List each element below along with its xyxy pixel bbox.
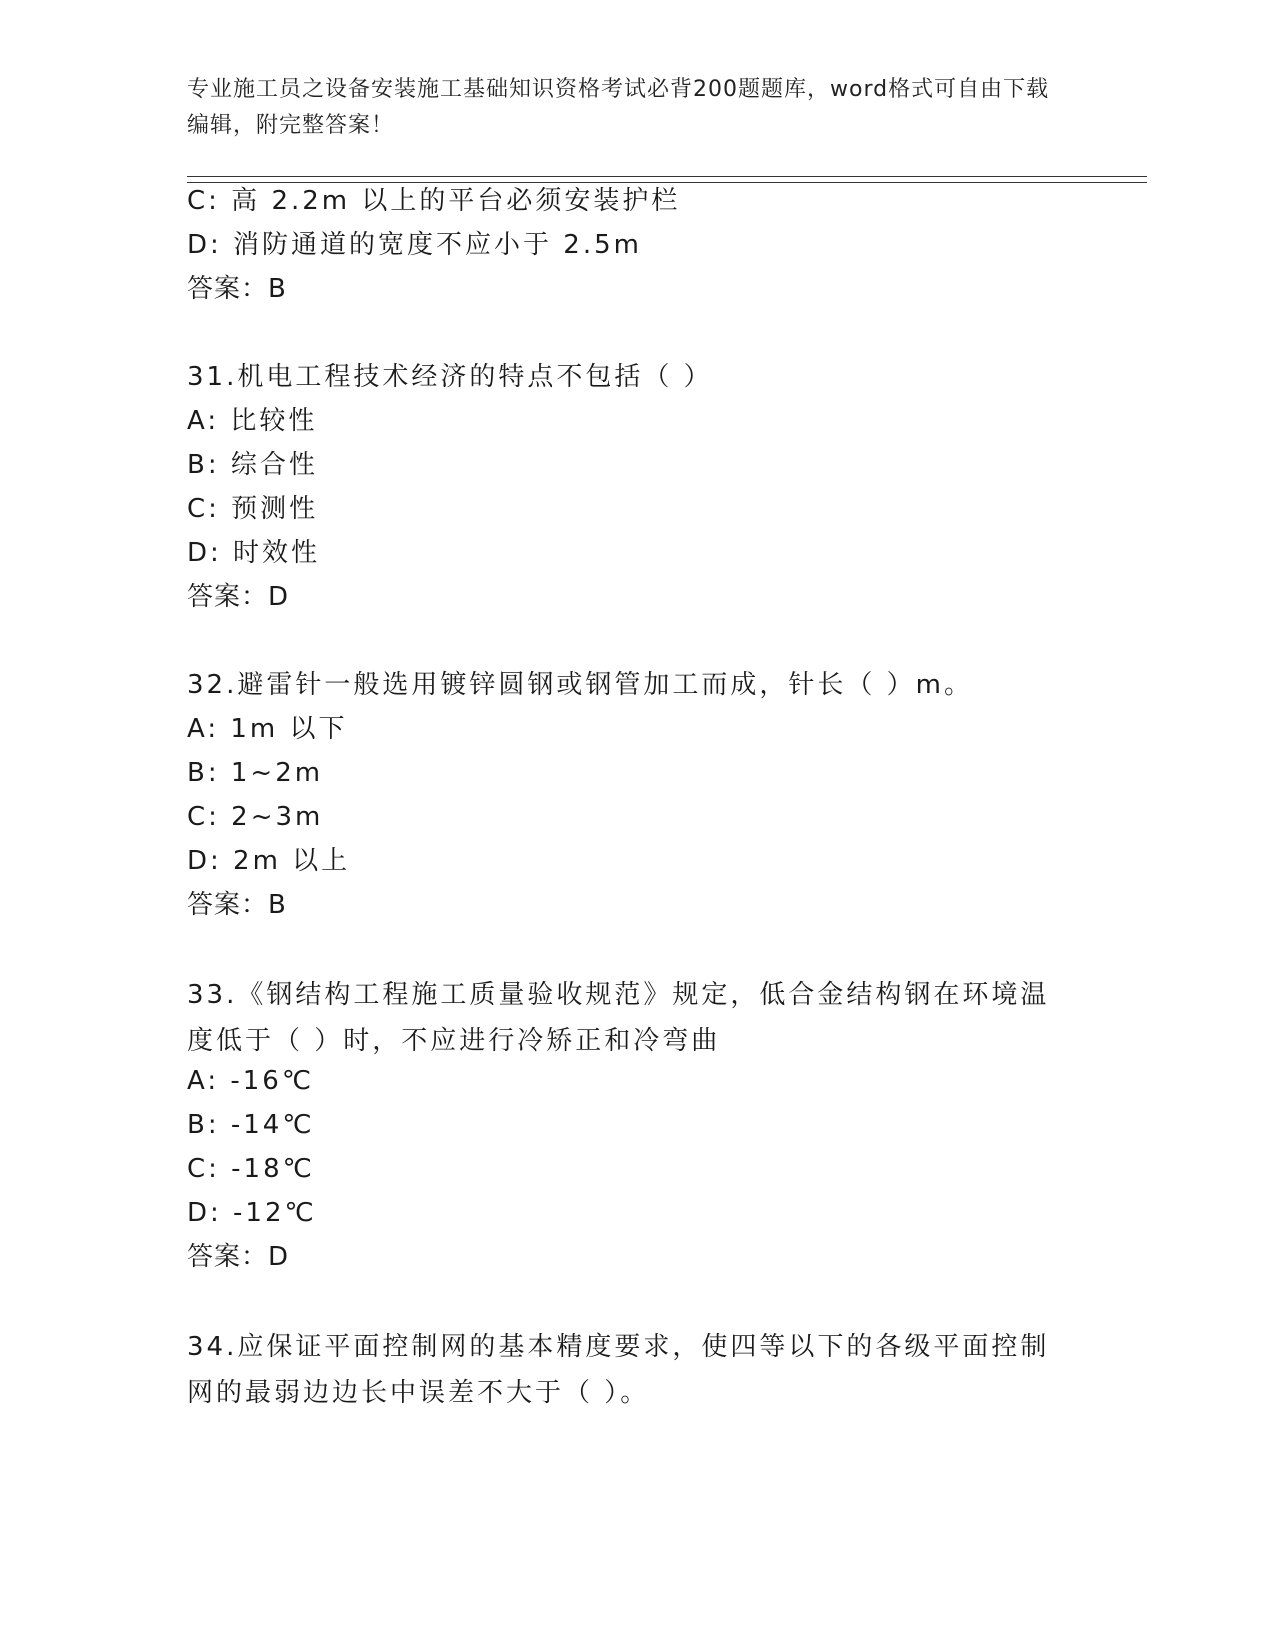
q31-answer: 答案：D xyxy=(187,582,290,612)
q33-option-c: C: -18℃ xyxy=(187,1154,315,1184)
document-header: 专业施工员之设备安装施工基础知识资格考试必背200题题库，word格式可自由下载编辑，附完整答案！ xyxy=(187,77,1050,138)
header-divider xyxy=(187,176,1147,183)
q30-answer: 答案：B xyxy=(187,274,287,304)
q31-question: 31.机电工程技术经济的特点不包括（ ） xyxy=(187,362,713,392)
q32-option-b: B: 1~2m xyxy=(187,758,324,788)
q33-option-a: A: -16℃ xyxy=(187,1066,315,1096)
q33-question: 33.《钢结构工程施工质量验收规范》规定，低合金结构钢在环境温度低于（ ）时，不应进行冷矫正和冷弯曲 xyxy=(187,980,1050,1056)
q32-option-a: A: 1m 以下 xyxy=(187,714,348,744)
q33-option-b: B: -14℃ xyxy=(187,1110,315,1140)
q31-option-d: D: 时效性 xyxy=(187,538,321,568)
q31-option-c: C: 预测性 xyxy=(187,494,319,524)
q33-answer: 答案：D xyxy=(187,1242,290,1272)
q32-option-d: D: 2m 以上 xyxy=(187,846,351,876)
q30-option-c: C: 高 2.2m 以上的平台必须安装护栏 xyxy=(187,186,681,216)
q31-option-b: B: 综合性 xyxy=(187,450,318,480)
q31-option-a: A: 比较性 xyxy=(187,406,318,436)
q30-option-d: D: 消防通道的宽度不应小于 2.5m xyxy=(187,230,642,260)
q33-option-d: D: -12℃ xyxy=(187,1198,317,1228)
q32-answer: 答案：B xyxy=(187,890,287,920)
q34-question: 34.应保证平面控制网的基本精度要求，使四等以下的各级平面控制网的最弱边边长中误差不大于（ ）。 xyxy=(187,1332,1050,1408)
q32-option-c: C: 2~3m xyxy=(187,802,324,832)
q32-question: 32.避雷针一般选用镀锌圆钢或钢管加工而成，针长（ ）m。 xyxy=(187,670,973,700)
